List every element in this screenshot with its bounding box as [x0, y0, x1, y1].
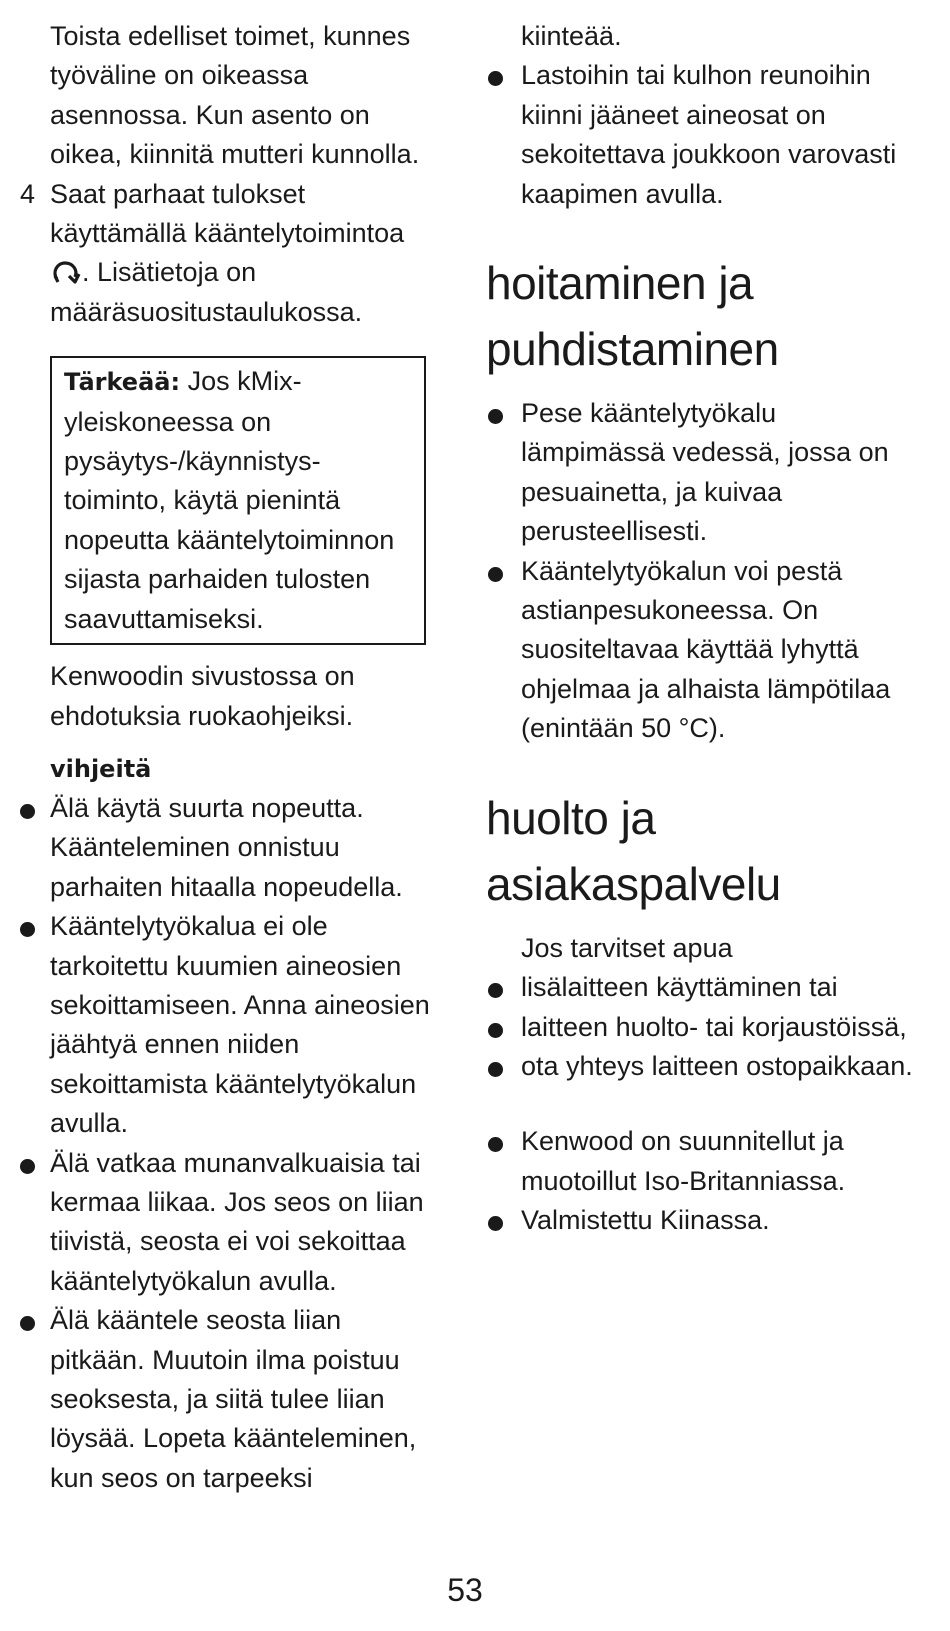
- step-number: 4: [20, 178, 36, 209]
- website-note: Kenwoodin sivustossa on ehdotuksia ruokaohjeiksi.: [50, 661, 355, 731]
- bullet-icon: [488, 1023, 503, 1038]
- bullet-icon: [488, 1137, 503, 1152]
- list-item: Valmistettu Kiinassa.: [486, 1201, 926, 1240]
- list-item: Älä käytä suurta nopeutta. Kääntelеminen onnistuu parhaiten hitaalla nopeudella.: [20, 789, 440, 907]
- list-item: lisälaitteen käyttäminen tai: [486, 968, 926, 1007]
- care-heading-line2: puhdistaminen: [486, 323, 779, 376]
- bullet-icon: [488, 409, 503, 424]
- right-column: [486, 17, 926, 1241]
- list-item: Kääntelytyökalua ei ole tarkoitettu kuumien aineosien sekoittamiseen. Anna aineosien jäähtyä ennen niiden sekoittamista kääntelytyökalun avulla.: [20, 907, 440, 1143]
- care-heading: [486, 250, 926, 382]
- important-notice-box: [50, 356, 426, 645]
- bullet-icon: [488, 983, 503, 998]
- list-item: Kääntelytyökalun voi pestä astianpesukoneessa. On suositeltavaa käyttää lyhyttä ohjelmaa ja alhaista lämpötilaa (enintään 50 °C).: [486, 552, 926, 749]
- left-column: [20, 17, 440, 1498]
- continuation-text: kiinteää.: [521, 21, 622, 51]
- bullet-icon: [488, 567, 503, 582]
- care-heading-line1: hoitaminen ja: [486, 257, 754, 310]
- list-item: Älä kääntele seosta liian pitkään. Muutoin ilma poistuu seoksesta, ja siitä tulee liian löysää. Lopeta kääntеleminen, kun seos on tarpeeksi: [20, 1301, 440, 1498]
- bullet-icon: [20, 922, 35, 937]
- service-heading-line2: asiakaspalvelu: [486, 857, 781, 910]
- origin-list: [486, 1122, 926, 1240]
- care-list: [486, 394, 926, 749]
- fold-loop-icon: [50, 259, 82, 287]
- continuation-list: [486, 56, 926, 214]
- service-list: [486, 968, 926, 1086]
- list-item: ota yhteys laitteen ostopaikkaan.: [486, 1047, 926, 1086]
- page-number: 53: [447, 1572, 483, 1608]
- service-heading: [486, 785, 926, 917]
- bullet-icon: [20, 1316, 35, 1331]
- service-heading-line1: huolto ja: [486, 791, 656, 844]
- step-4-text-after: . Lisätietoja on määräsuositustaulukossa.: [50, 257, 363, 327]
- service-intro: Jos tarvitset apua: [521, 932, 733, 963]
- bullet-icon: [20, 1159, 35, 1174]
- list-item: Pese kääntelytyökalu lämpimässä vedessä, jossa on pesuainetta, ja kuivaa perusteellisesti.: [486, 394, 926, 552]
- bullet-icon: [20, 804, 35, 819]
- tips-list: [20, 789, 440, 1498]
- step-4: [20, 175, 440, 333]
- list-item: Älä vatkaa munanvalkuaisia tai kermaa liikaa. Jos seos on liian tiivistä, seosta ei voi sekoittaa kääntelytyökalun avulla.: [20, 1144, 440, 1302]
- bullet-icon: [488, 71, 503, 86]
- step-4-text-before: Saat parhaat tulokset käyttämällä kääntelytoimintoa: [50, 178, 405, 249]
- tips-heading: vihjeitä: [50, 754, 152, 783]
- notice-text: Jos kMix-yleiskoneessa on pysäytys-/käynnistys-toiminto, käytä pienintä nopeutta kääntelytoiminnon sijasta parhaiden tulosten saavuttamiseksi.: [64, 366, 395, 634]
- intro-paragraph: Toista edelliset toimet, kunnes työväline on oikeassa asennossa. Kun asento on oikea, kiinnitä mutteri kunnolla.: [50, 21, 420, 170]
- bullet-icon: [488, 1216, 503, 1231]
- notice-label: Tärkeää:: [64, 368, 181, 397]
- bullet-icon: [488, 1062, 503, 1077]
- list-item: Lastoihin tai kulhon reunoihin kiinni jääneet aineosat on sekoitettava joukkoon varovasti kaapimen avulla.: [486, 56, 926, 214]
- list-item: Kenwood on suunnitellut ja muotoillut Iso-Britanniassa.: [486, 1122, 926, 1201]
- list-item: laitteen huolto- tai korjaustöissä,: [486, 1008, 926, 1047]
